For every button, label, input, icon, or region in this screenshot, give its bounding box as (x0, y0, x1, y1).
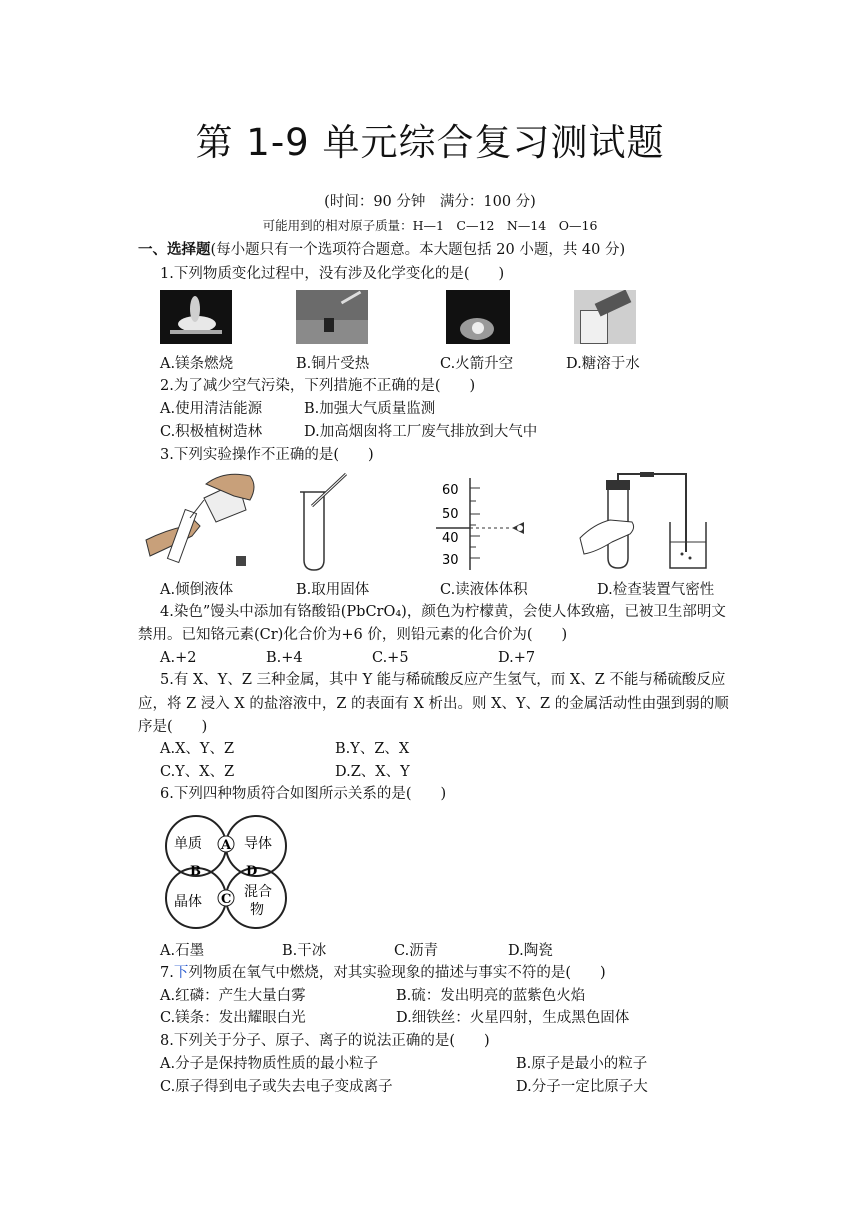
q1-option-b: B.铜片受热 (296, 356, 370, 372)
sugar-dissolving-photo (574, 290, 636, 344)
cylinder-tick-60: 60 (442, 483, 459, 498)
q3-option-d: D.检查装置气密性 (597, 582, 715, 598)
q6-option-a: A.石墨 (160, 943, 205, 959)
q6-option-c: C.沥青 (394, 943, 439, 959)
q2-option-b: B.加强大气质量监测 (304, 401, 436, 417)
cylinder-tick-40: 40 (442, 531, 459, 546)
venn-region-c: C (221, 892, 232, 907)
q7-number: 7. (160, 965, 174, 981)
venn-region-d: D (246, 864, 258, 879)
page-title: 第 1-9 单元综合复习测试题 (195, 121, 665, 164)
exam-time-info: (时间：90 分钟 满分：100 分) (324, 194, 536, 210)
q8-option-b: B.原子是最小的粒子 (516, 1056, 648, 1072)
q6-option-b: B.干冰 (282, 943, 327, 959)
reading-cylinder-figure (436, 478, 536, 570)
q5-line2: 应，将 Z 浸入 X 的盐溶液中，Z 的表面有 X 析出。则 X、Y、Z 的金属活动性由强到弱的顺 (138, 696, 729, 712)
q7-option-b: B.硫：发出明亮的蓝紫色火焰 (396, 988, 586, 1004)
venn-diagram (160, 812, 292, 930)
venn-region-a: A (221, 838, 232, 853)
q5-option-a: A.X、Y、Z (160, 741, 235, 757)
q3-option-c: C.读液体体积 (440, 582, 528, 598)
q3-option-b: B.取用固体 (296, 582, 370, 598)
airtightness-check-figure (580, 472, 712, 572)
q7-highlight: 下 (173, 965, 189, 981)
cylinder-tick-30: 30 (442, 553, 459, 568)
pouring-liquid-figure (146, 470, 261, 580)
q4-option-d: D.+7 (498, 650, 536, 666)
q5-option-c: C.Y、X、Z (160, 764, 235, 780)
section-title: 一、选择题 (138, 241, 211, 258)
q5-option-d: D.Z、X、Y (335, 764, 410, 780)
q5-line3: 序是( ) (138, 719, 208, 735)
q4-option-c: C.+5 (372, 650, 409, 666)
magnesium-burning-photo (160, 290, 232, 344)
q3-stem: 3.下列实验操作不正确的是( ) (160, 447, 374, 463)
venn-label-mixture-1: 混合 (244, 884, 272, 900)
q7-option-a: A.红磷：产生大量白雾 (160, 988, 306, 1004)
taking-solid-figure (296, 472, 356, 572)
q5-line1: 5.有 X、Y、Z 三种金属，其中 Y 能与稀硫酸反应产生氢气，而 X、Z 不能与稀硫酸反应 (160, 672, 726, 688)
venn-region-b: B (190, 864, 201, 879)
q1-option-c: C.火箭升空 (440, 356, 514, 372)
q1-option-a: A.镁条燃烧 (160, 356, 234, 372)
venn-label-conductor: 导体 (244, 836, 272, 852)
venn-label-simple-substance: 单质 (174, 836, 202, 852)
venn-label-crystal: 晶体 (174, 894, 202, 910)
q8-option-c: C.原子得到电子或失去电子变成离子 (160, 1079, 393, 1095)
q8-option-d: D.分子一定比原子大 (516, 1079, 648, 1095)
q2-option-d: D.加高烟囱将工厂废气排放到大气中 (304, 424, 538, 440)
section-heading (138, 240, 625, 260)
q8-option-a: A.分子是保持物质性质的最小粒子 (160, 1056, 379, 1072)
q7-text: 列物质在氧气中燃烧，对其实验现象的描述与事实不符的是( ) (188, 965, 606, 981)
q2-option-a: A.使用清洁能源 (160, 401, 263, 417)
q1-stem: 1.下列物质变化过程中，没有涉及化学变化的是( ) (160, 266, 505, 282)
q2-option-c: C.积极植树造林 (160, 424, 263, 440)
q6-option-d: D.陶瓷 (508, 943, 553, 959)
q8-stem: 8.下列关于分子、原子、离子的说法正确的是( ) (160, 1033, 490, 1049)
q4-option-b: B.+4 (266, 650, 303, 666)
q6-stem: 6.下列四种物质符合如图所示关系的是( ) (160, 786, 447, 802)
q7-option-c: C.镁条：发出耀眼白光 (160, 1010, 306, 1026)
q4-line2: 禁用。已知铬元素(Cr)化合价为+6 价，则铅元素的化合价为( ) (138, 627, 568, 643)
cylinder-tick-50: 50 (442, 507, 459, 522)
q7-stem (160, 963, 606, 983)
q5-option-b: B.Y、Z、X (335, 741, 410, 757)
rocket-launch-photo (446, 290, 510, 344)
copper-heating-photo (296, 290, 368, 344)
q1-option-d: D.糖溶于水 (566, 356, 640, 372)
venn-label-mixture-2: 物 (250, 902, 264, 918)
q2-stem: 2.为了减少空气污染，下列措施不正确的是( ) (160, 378, 476, 394)
q7-option-d: D.细铁丝：火星四射，生成黑色固体 (396, 1010, 630, 1026)
q4-option-a: A.+2 (160, 650, 197, 666)
q3-option-a: A.倾倒液体 (160, 582, 234, 598)
section-note: (每小题只有一个选项符合题意。本大题包括 20 小题，共 40 分) (210, 242, 626, 258)
q4-line1: 4.染色”馒头中添加有铬酸铅(PbCrO₄)，颜色为柠檬黄，会使人体致癌，已被卫生部明文 (160, 604, 726, 620)
atomic-mass-info: 可能用到的相对原子质量：H—1 C—12 N—14 O—16 (262, 218, 598, 233)
